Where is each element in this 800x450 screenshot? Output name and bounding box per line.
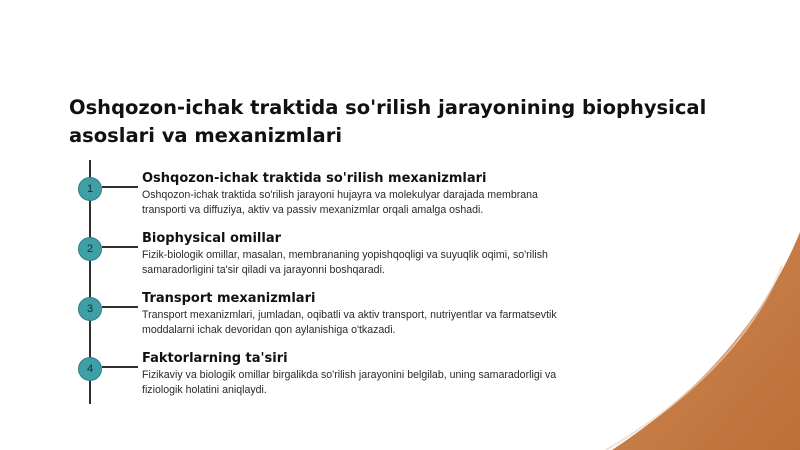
- step-body: Transport mexanizmlari, jumladan, oqibatli va aktiv transport, nutriyentlar va farmatsevtik moddalarni ichak devoridan qon aylanishiga o'tkazadi.: [142, 309, 557, 336]
- page-title: Oshqozon-ichak traktida so'rilish jarayonining biophysical asoslari va mexanizmlari: [69, 96, 707, 147]
- step-body: Oshqozon-ichak traktida so'rilish jarayoni hujayra va molekulyar darajada membrana transporti va diffuziya, aktiv va passiv mexanizmlar orqali amalga oshadi.: [142, 189, 538, 216]
- step-heading: Biophysical omillar: [142, 231, 282, 246]
- step-number-badge: 3: [78, 297, 102, 321]
- step-number-badge: 2: [78, 237, 102, 261]
- step-number-badge: 1: [78, 177, 102, 201]
- step-heading: Transport mexanizmlari: [142, 291, 316, 306]
- timeline-step-2: [0, 222, 800, 282]
- step-connector: [102, 186, 138, 188]
- timeline-step-4: [0, 342, 800, 402]
- step-heading: Oshqozon-ichak traktida so'rilish mexanizmlari: [142, 171, 487, 186]
- timeline-step-1: [0, 162, 800, 222]
- step-connector: [102, 246, 138, 248]
- step-connector: [102, 306, 138, 308]
- step-heading: Faktorlarning ta'siri: [142, 351, 288, 366]
- step-number-badge: 4: [78, 357, 102, 381]
- step-connector: [102, 366, 138, 368]
- step-body: Fizikaviy va biologik omillar birgalikda so'rilish jarayonini belgilab, uning samaradorligi va fiziologik holatini aniqlaydi.: [142, 369, 557, 396]
- timeline-step-3: [0, 282, 800, 342]
- step-body: Fizik-biologik omillar, masalan, membrananing yopishqoqligi va suyuqlik oqimi, so'rilish samaradorligini ta'sir qiladi va jarayonni boshqaradi.: [142, 249, 548, 276]
